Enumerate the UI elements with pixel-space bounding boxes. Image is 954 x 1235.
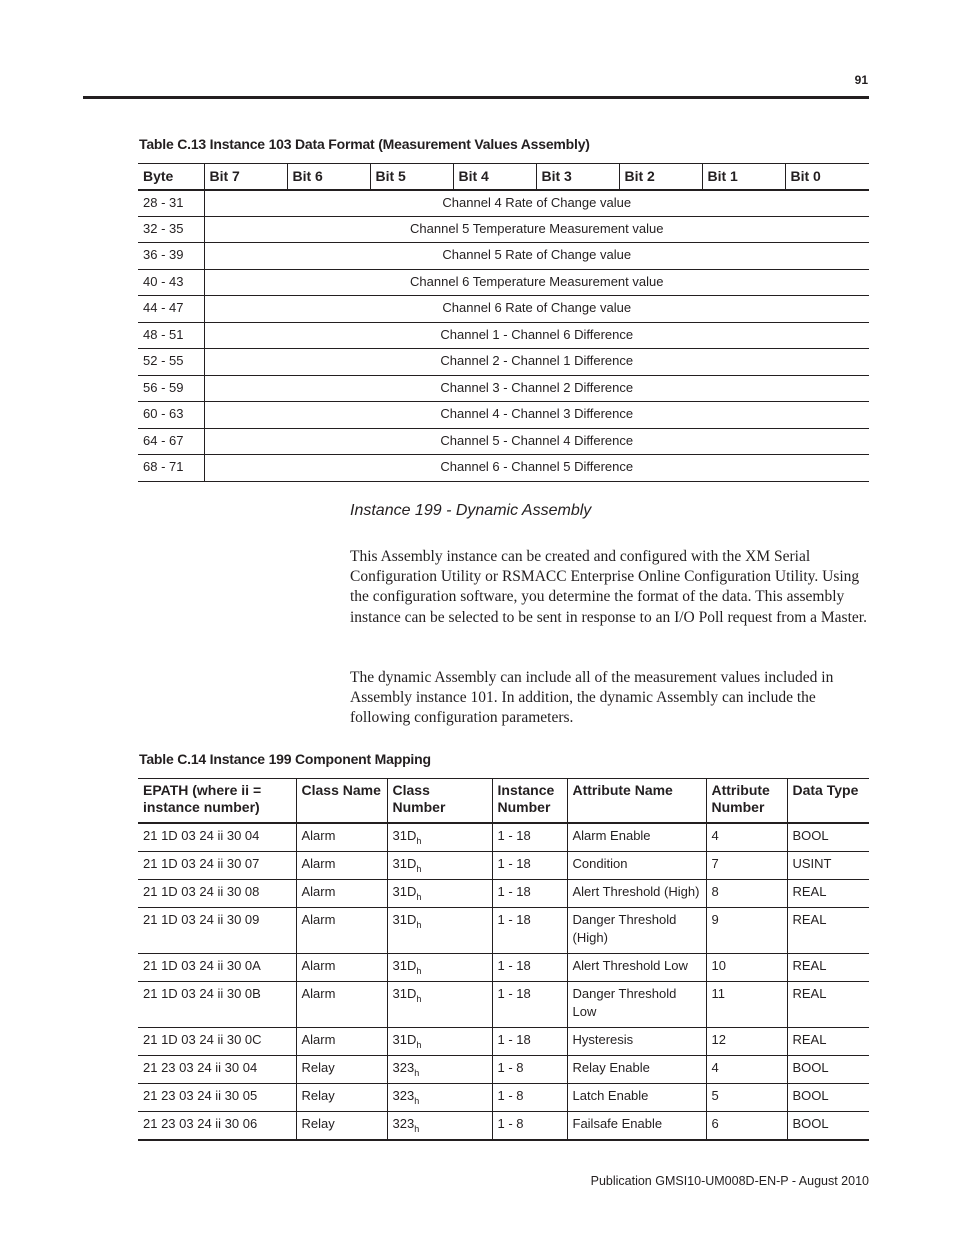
value-description-cell: Channel 1 - Channel 6 Difference xyxy=(204,322,869,349)
class-name-cell: Relay xyxy=(296,1083,387,1111)
attribute-number-cell: 10 xyxy=(706,953,787,981)
table-row xyxy=(138,1055,869,1083)
data-type-cell: BOOL xyxy=(787,1111,869,1140)
data-type-cell: BOOL xyxy=(787,1083,869,1111)
hex-subscript: h xyxy=(416,993,422,1004)
class-name-cell: Alarm xyxy=(296,823,387,852)
column-header-class-number: Class Number xyxy=(387,779,492,823)
column-header-instance-number: Instance Number xyxy=(492,779,567,823)
value-description-cell: Channel 4 - Channel 3 Difference xyxy=(204,402,869,429)
epath-cell: 21 1D 03 24 ii 30 07 xyxy=(138,851,296,879)
class-number-value: 31D xyxy=(392,985,417,1001)
epath-cell: 21 1D 03 24 ii 30 08 xyxy=(138,879,296,907)
class-name-cell: Alarm xyxy=(296,953,387,981)
page-number: 91 xyxy=(854,73,868,87)
table-row xyxy=(138,428,869,455)
byte-cell: 44 - 47 xyxy=(138,296,204,323)
attribute-name-cell: Latch Enable xyxy=(567,1083,706,1111)
table-row xyxy=(138,349,869,376)
table-c13-header-row xyxy=(138,164,869,190)
value-description-cell: Channel 6 Rate of Change value xyxy=(204,296,869,323)
byte-cell: 32 - 35 xyxy=(138,216,204,243)
table-row xyxy=(138,823,869,852)
column-header-byte: Byte xyxy=(138,164,204,190)
publication-footer: Publication GMSI10-UM008D-EN-P - August 2010 xyxy=(590,1174,869,1188)
table-row xyxy=(138,1083,869,1111)
byte-cell: 28 - 31 xyxy=(138,190,204,217)
column-header-bit3: Bit 3 xyxy=(536,164,619,190)
value-description-cell: Channel 6 Temperature Measurement value xyxy=(204,269,869,296)
epath-cell: 21 1D 03 24 ii 30 09 xyxy=(138,907,296,953)
attribute-number-cell: 11 xyxy=(706,981,787,1027)
data-type-cell: USINT xyxy=(787,851,869,879)
column-header-class-name: Class Name xyxy=(296,779,387,823)
value-description-cell: Channel 6 - Channel 5 Difference xyxy=(204,455,869,482)
class-number-value: 323 xyxy=(392,1115,415,1131)
table-row xyxy=(138,402,869,429)
class-number-value: 31D xyxy=(392,1031,417,1047)
table-c13-caption: Table C.13 Instance 103 Data Format (Measurement Values Assembly) xyxy=(139,136,590,152)
class-number-cell xyxy=(387,1083,492,1111)
byte-cell: 60 - 63 xyxy=(138,402,204,429)
class-number-value: 31D xyxy=(392,911,417,927)
table-row xyxy=(138,851,869,879)
attribute-name-cell: Alarm Enable xyxy=(567,823,706,852)
class-number-cell xyxy=(387,981,492,1027)
class-number-value: 31D xyxy=(392,827,417,843)
byte-cell: 48 - 51 xyxy=(138,322,204,349)
class-number-cell xyxy=(387,1055,492,1083)
value-description-cell: Channel 4 Rate of Change value xyxy=(204,190,869,217)
class-name-cell: Alarm xyxy=(296,879,387,907)
attribute-name-cell: Danger Threshold Low xyxy=(567,981,706,1027)
hex-subscript: h xyxy=(414,1095,420,1106)
attribute-number-cell: 5 xyxy=(706,1083,787,1111)
byte-cell: 64 - 67 xyxy=(138,428,204,455)
attribute-number-cell: 8 xyxy=(706,879,787,907)
epath-cell: 21 1D 03 24 ii 30 0C xyxy=(138,1027,296,1055)
class-number-cell xyxy=(387,1111,492,1140)
data-type-cell: REAL xyxy=(787,953,869,981)
class-name-cell: Relay xyxy=(296,1111,387,1140)
instance-number-cell: 1 - 18 xyxy=(492,851,567,879)
column-header-bit6: Bit 6 xyxy=(287,164,370,190)
byte-cell: 56 - 59 xyxy=(138,375,204,402)
table-row xyxy=(138,953,869,981)
data-type-cell: REAL xyxy=(787,907,869,953)
attribute-number-cell: 4 xyxy=(706,1055,787,1083)
hex-subscript: h xyxy=(416,835,422,846)
hex-subscript: h xyxy=(416,965,422,976)
table-row xyxy=(138,1111,869,1140)
attribute-name-cell: Alert Threshold Low xyxy=(567,953,706,981)
epath-cell: 21 23 03 24 ii 30 04 xyxy=(138,1055,296,1083)
value-description-cell: Channel 2 - Channel 1 Difference xyxy=(204,349,869,376)
data-type-cell: BOOL xyxy=(787,1055,869,1083)
attribute-name-cell: Danger Threshold (High) xyxy=(567,907,706,953)
class-number-cell xyxy=(387,823,492,852)
class-number-cell xyxy=(387,879,492,907)
hex-subscript: h xyxy=(416,891,422,902)
epath-cell: 21 1D 03 24 ii 30 04 xyxy=(138,823,296,852)
class-name-cell: Relay xyxy=(296,1055,387,1083)
table-row xyxy=(138,243,869,270)
hex-subscript: h xyxy=(416,863,422,874)
class-name-cell: Alarm xyxy=(296,851,387,879)
table-row xyxy=(138,455,869,482)
column-header-epath: EPATH (where ii = instance number) xyxy=(138,779,296,823)
table-row xyxy=(138,322,869,349)
attribute-name-cell: Failsafe Enable xyxy=(567,1111,706,1140)
table-c14-header-row xyxy=(138,779,869,823)
table-c14-caption: Table C.14 Instance 199 Component Mapping xyxy=(139,751,431,767)
column-header-bit7: Bit 7 xyxy=(204,164,287,190)
attribute-number-cell: 12 xyxy=(706,1027,787,1055)
attribute-name-cell: Alert Threshold (High) xyxy=(567,879,706,907)
table-row xyxy=(138,216,869,243)
table-row xyxy=(138,879,869,907)
hex-subscript: h xyxy=(416,919,422,930)
table-row xyxy=(138,1027,869,1055)
value-description-cell: Channel 5 Temperature Measurement value xyxy=(204,216,869,243)
attribute-name-cell: Condition xyxy=(567,851,706,879)
epath-cell: 21 1D 03 24 ii 30 0A xyxy=(138,953,296,981)
class-number-cell xyxy=(387,907,492,953)
class-number-value: 323 xyxy=(392,1087,415,1103)
attribute-number-cell: 9 xyxy=(706,907,787,953)
class-number-cell xyxy=(387,953,492,981)
hex-subscript: h xyxy=(414,1067,420,1078)
class-name-cell: Alarm xyxy=(296,981,387,1027)
instance-number-cell: 1 - 8 xyxy=(492,1083,567,1111)
column-header-bit1: Bit 1 xyxy=(702,164,785,190)
byte-cell: 36 - 39 xyxy=(138,243,204,270)
attribute-name-cell: Relay Enable xyxy=(567,1055,706,1083)
class-number-value: 323 xyxy=(392,1059,415,1075)
data-type-cell: BOOL xyxy=(787,823,869,852)
value-description-cell: Channel 5 Rate of Change value xyxy=(204,243,869,270)
body-paragraph: The dynamic Assembly can include all of the measurement values included in Assembly instance 101. In addition, the dynamic Assembly can include the following configuration parameters. xyxy=(350,669,834,727)
table-row xyxy=(138,375,869,402)
class-number-cell xyxy=(387,851,492,879)
section-heading: Instance 199 - Dynamic Assembly xyxy=(350,502,592,519)
class-name-cell: Alarm xyxy=(296,1027,387,1055)
instance-number-cell: 1 - 18 xyxy=(492,981,567,1027)
instance-number-cell: 1 - 18 xyxy=(492,953,567,981)
instance-number-cell: 1 - 18 xyxy=(492,907,567,953)
attribute-name-cell: Hysteresis xyxy=(567,1027,706,1055)
table-row xyxy=(138,981,869,1027)
epath-cell: 21 23 03 24 ii 30 05 xyxy=(138,1083,296,1111)
class-name-cell: Alarm xyxy=(296,907,387,953)
column-header-bit0: Bit 0 xyxy=(785,164,869,190)
instance-number-cell: 1 - 18 xyxy=(492,823,567,852)
byte-cell: 68 - 71 xyxy=(138,455,204,482)
class-number-cell xyxy=(387,1027,492,1055)
hex-subscript: h xyxy=(414,1123,420,1134)
attribute-number-cell: 4 xyxy=(706,823,787,852)
epath-cell: 21 1D 03 24 ii 30 0B xyxy=(138,981,296,1027)
attribute-number-cell: 7 xyxy=(706,851,787,879)
body-paragraph: This Assembly instance can be created and configured with the XM Serial Configuration Utility or RSMACC Enterprise Online Configuration Utility. Using the configuration software, you determine the format of the data. This assembly instance can be selected to be sent in response to an I/O Poll request from a Master. xyxy=(350,548,867,626)
value-description-cell: Channel 5 - Channel 4 Difference xyxy=(204,428,869,455)
table-row xyxy=(138,190,869,217)
hex-subscript: h xyxy=(416,1039,422,1050)
attribute-number-cell: 6 xyxy=(706,1111,787,1140)
column-header-attribute-number: Attribute Number xyxy=(706,779,787,823)
data-type-cell: REAL xyxy=(787,1027,869,1055)
epath-cell: 21 23 03 24 ii 30 06 xyxy=(138,1111,296,1140)
column-header-bit2: Bit 2 xyxy=(619,164,702,190)
class-number-value: 31D xyxy=(392,883,417,899)
data-type-cell: REAL xyxy=(787,879,869,907)
instance-number-cell: 1 - 8 xyxy=(492,1111,567,1140)
instance-number-cell: 1 - 18 xyxy=(492,1027,567,1055)
class-number-value: 31D xyxy=(392,855,417,871)
table-c14 xyxy=(138,778,869,1141)
instance-number-cell: 1 - 8 xyxy=(492,1055,567,1083)
column-header-data-type: Data Type xyxy=(787,779,869,823)
value-description-cell: Channel 3 - Channel 2 Difference xyxy=(204,375,869,402)
byte-cell: 52 - 55 xyxy=(138,349,204,376)
table-row xyxy=(138,269,869,296)
column-header-bit4: Bit 4 xyxy=(453,164,536,190)
class-number-value: 31D xyxy=(392,957,417,973)
table-row xyxy=(138,907,869,953)
column-header-bit5: Bit 5 xyxy=(370,164,453,190)
data-type-cell: REAL xyxy=(787,981,869,1027)
byte-cell: 40 - 43 xyxy=(138,269,204,296)
instance-number-cell: 1 - 18 xyxy=(492,879,567,907)
header-rule xyxy=(83,96,869,99)
table-row xyxy=(138,296,869,323)
table-c13 xyxy=(138,163,869,482)
column-header-attribute-name: Attribute Name xyxy=(567,779,706,823)
